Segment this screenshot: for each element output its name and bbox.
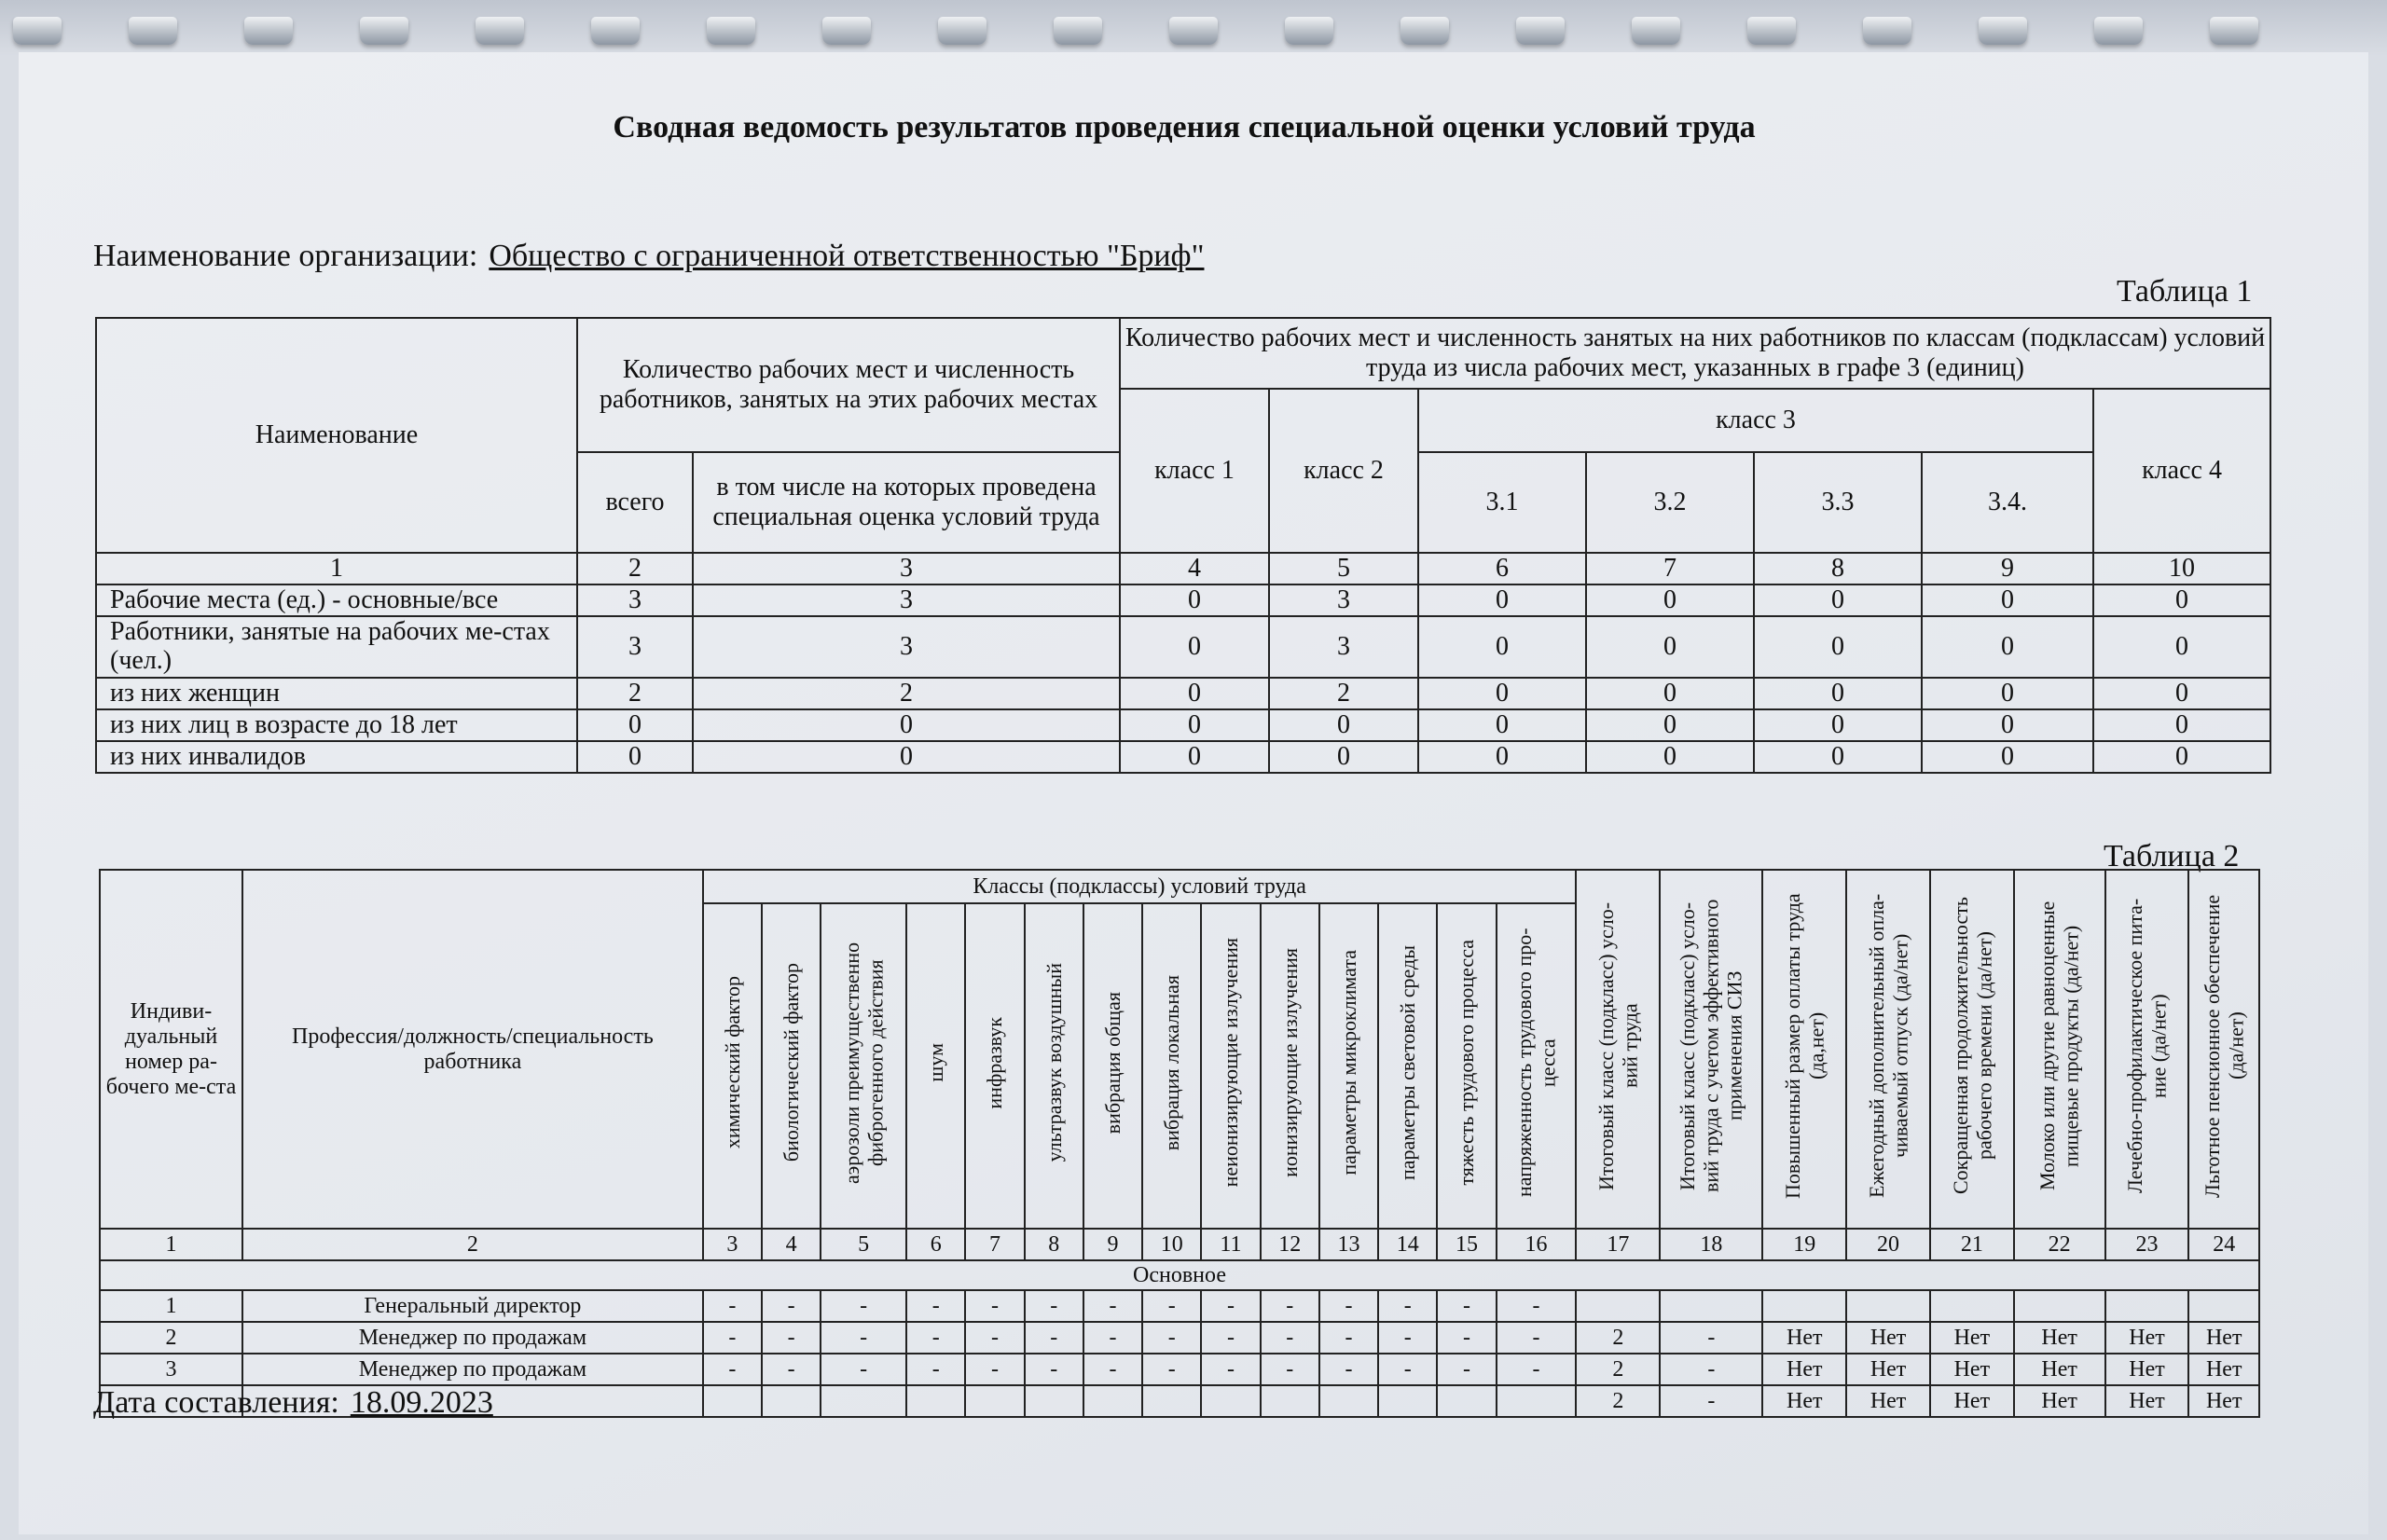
t1-column-numbers <box>96 553 2270 584</box>
t2-factor-label: инфразвук <box>983 1016 1007 1109</box>
t1-header-c33: 3.3 <box>1754 452 1922 553</box>
t2-header-factor <box>1261 903 1319 1229</box>
binding-ring <box>244 17 293 45</box>
t1-row <box>96 584 2270 616</box>
t2-row-profession: Генеральный директор <box>242 1290 703 1322</box>
t1-header-name: Наименование <box>96 318 577 553</box>
t2-header-factor <box>965 903 1024 1229</box>
t1-cell: 0 <box>1922 616 2093 678</box>
binding-ring <box>13 17 62 45</box>
t2-row-id: 2 <box>100 1322 242 1354</box>
t2-cell: - <box>1660 1385 1762 1417</box>
t2-header-extra: Льготное пенсионное обеспечение (да/нет) <box>2188 870 2259 1229</box>
t1-cell: 0 <box>1754 678 1922 709</box>
t1-cell: 0 <box>1754 709 1922 741</box>
t2-cell <box>1930 1290 2014 1322</box>
t2-cell: - <box>762 1322 821 1354</box>
t1-cell: 0 <box>1120 741 1269 773</box>
t1-cell: 3 <box>577 616 693 678</box>
t2-factor-label: аэрозоли преимущественно фиброгенного действия <box>839 942 888 1184</box>
t2-cell <box>762 1385 821 1417</box>
t2-cell: Нет <box>2014 1354 2105 1385</box>
t2-colnum: 14 <box>1378 1229 1437 1260</box>
t1-cell: 0 <box>1418 741 1586 773</box>
t1-colnum: 4 <box>1120 553 1269 584</box>
t2-header-extra: Ежегодный дополнительный опла-чиваемый отпуск (да/нет) <box>1846 870 1930 1229</box>
t2-cell: - <box>1437 1290 1496 1322</box>
t2-cell: - <box>1083 1322 1142 1354</box>
t2-cell <box>2105 1290 2189 1322</box>
t2-colnum: 24 <box>2188 1229 2259 1260</box>
t1-cell: 0 <box>577 741 693 773</box>
t2-cell: Нет <box>2105 1385 2189 1417</box>
binding-ring <box>129 17 177 45</box>
t1-cell: 0 <box>1586 709 1754 741</box>
t2-colnum: 3 <box>703 1229 762 1260</box>
document-title: Сводная ведомость результатов проведения специальной оценки условий труда <box>613 110 1756 144</box>
t2-cell: - <box>1025 1354 1083 1385</box>
t1-cell: 0 <box>1586 678 1754 709</box>
t1-cell: 0 <box>1120 709 1269 741</box>
t1-row-name: Работники, занятые на рабочих ме-стах (чел.) <box>96 616 577 678</box>
t2-row-profession: Менеджер по продажам <box>242 1354 703 1385</box>
t2-header-factor <box>821 903 906 1229</box>
t2-cell: - <box>821 1354 906 1385</box>
t2-cell: - <box>762 1354 821 1385</box>
t1-cell: 3 <box>693 616 1120 678</box>
t1-cell: 0 <box>577 709 693 741</box>
t1-cell: 2 <box>577 678 693 709</box>
t1-header-class2: класс 2 <box>1269 389 1418 553</box>
t2-colnum: 17 <box>1576 1229 1660 1260</box>
t1-row-name: из них инвалидов <box>96 741 577 773</box>
t1-cell: 2 <box>1269 678 1418 709</box>
t2-cell: - <box>762 1290 821 1322</box>
t2-cell: - <box>1660 1354 1762 1385</box>
t2-cell: - <box>1083 1354 1142 1385</box>
t2-cell: - <box>821 1322 906 1354</box>
t2-colnum: 4 <box>762 1229 821 1260</box>
t2-cell <box>965 1385 1024 1417</box>
t2-colnum: 23 <box>2105 1229 2189 1260</box>
t1-cell: 0 <box>1922 678 2093 709</box>
t2-factor-label: параметры световой среды <box>1396 945 1420 1180</box>
binding-ring <box>360 17 408 45</box>
t2-factor-label: химический фактор <box>720 976 744 1149</box>
t2-cell <box>821 1385 906 1417</box>
t2-header-extra: Итоговый класс (подкласс) усло-вий труда с учетом эффективного применения СИЗ <box>1660 870 1762 1229</box>
t2-colnum: 15 <box>1437 1229 1496 1260</box>
t2-cell: Нет <box>2014 1385 2105 1417</box>
t1-colnum: 9 <box>1922 553 2093 584</box>
t1-cell: 0 <box>1418 678 1586 709</box>
t1-header-classes-group: Количество рабочих мест и численность занятых на них работников по классам (подклассам) условий труда из числа рабочих мест, указанных в графе 3 (единиц) <box>1120 318 2270 389</box>
table2-label: Таблица 2 <box>2104 839 2240 873</box>
date-line <box>93 1385 493 1421</box>
t1-cell: 0 <box>2093 616 2270 678</box>
t1-row <box>96 741 2270 773</box>
t2-factor-label: ионизирующие излучения <box>1277 948 1302 1177</box>
t2-header-factor <box>1201 903 1260 1229</box>
t1-header-total: всего <box>577 452 693 553</box>
t2-cell <box>906 1385 965 1417</box>
t2-cell: - <box>1261 1354 1319 1385</box>
t2-cell <box>2014 1290 2105 1322</box>
t2-cell <box>2188 1290 2259 1322</box>
t1-cell: 0 <box>2093 741 2270 773</box>
organization-name: Общество с ограниченной ответственностью "Бриф" <box>489 239 1205 273</box>
t1-header-assessed: в том числе на которых проведена специальная оценка условий труда <box>693 452 1120 553</box>
t1-header-class1: класс 1 <box>1120 389 1269 553</box>
t2-cell <box>1083 1385 1142 1417</box>
t2-colnum: 5 <box>821 1229 906 1260</box>
t2-cell: - <box>703 1290 762 1322</box>
t1-header-c34: 3.4. <box>1922 452 2093 553</box>
t2-header-extra: Сокращенная продолжительность рабочего времени (да/нет) <box>1930 870 2014 1229</box>
t1-cell: 0 <box>1418 616 1586 678</box>
t2-header-extra: Лечебно-профилактическое пита-ние (да/нет) <box>2105 870 2189 1229</box>
t2-header-factor <box>1497 903 1577 1229</box>
t2-cell: - <box>1025 1290 1083 1322</box>
t1-cell: 0 <box>1418 584 1586 616</box>
summary-table <box>95 317 2271 774</box>
t2-row-id: 1 <box>100 1290 242 1322</box>
t2-row-profession: Менеджер по продажам <box>242 1322 703 1354</box>
binding-ring <box>1285 17 1333 45</box>
t2-colnum: 9 <box>1083 1229 1142 1260</box>
t2-colnum: 10 <box>1142 1229 1201 1260</box>
workplace-table <box>99 869 2260 1418</box>
t1-cell: 3 <box>577 584 693 616</box>
t2-header-factor <box>1025 903 1083 1229</box>
t2-section-title: Основное <box>100 1260 2259 1290</box>
t2-colnum: 12 <box>1261 1229 1319 1260</box>
t1-cell: 0 <box>1586 741 1754 773</box>
t2-colnum: 2 <box>242 1229 703 1260</box>
binding-ring <box>1400 17 1449 45</box>
t2-factor-label: шум <box>924 1043 948 1082</box>
t1-colnum: 3 <box>693 553 1120 584</box>
t2-cell: - <box>1261 1290 1319 1322</box>
t2-header-profession: Профессия/должность/специальность работника <box>242 870 703 1229</box>
binding-ring <box>1169 17 1218 45</box>
binding-ring <box>476 17 524 45</box>
t2-cell: - <box>1660 1322 1762 1354</box>
t2-factor-label: вибрация локальная <box>1160 974 1184 1151</box>
t2-cell: - <box>1319 1354 1378 1385</box>
t2-cell: - <box>1201 1322 1260 1354</box>
binding-ring <box>1747 17 1796 45</box>
t1-colnum: 2 <box>577 553 693 584</box>
t2-header-id: Индиви-дуальный номер ра-бочего ме-ста <box>100 870 242 1229</box>
binding-ring <box>2210 17 2258 45</box>
t2-colnum: 20 <box>1846 1229 1930 1260</box>
t1-cell: 3 <box>693 584 1120 616</box>
t2-row <box>100 1354 2259 1385</box>
t2-colnum: 7 <box>965 1229 1024 1260</box>
t1-colnum: 5 <box>1269 553 1418 584</box>
t2-cell: - <box>1083 1290 1142 1322</box>
t2-factor-label: вибрация общая <box>1100 991 1125 1134</box>
t2-cell: - <box>1261 1322 1319 1354</box>
t2-cell <box>1846 1290 1930 1322</box>
t1-cell: 0 <box>1120 584 1269 616</box>
t1-cell: 0 <box>2093 709 2270 741</box>
t2-cell: - <box>965 1354 1024 1385</box>
t2-cell: - <box>965 1290 1024 1322</box>
t2-cell: Нет <box>2105 1322 2189 1354</box>
t2-cell: Нет <box>1762 1354 1846 1385</box>
t1-cell: 0 <box>1418 709 1586 741</box>
t2-header-extra: Повышенный размер оплаты труда (да,нет) <box>1762 870 1846 1229</box>
t1-cell: 3 <box>1269 584 1418 616</box>
t2-cell: - <box>1319 1290 1378 1322</box>
t2-cell: - <box>1201 1290 1260 1322</box>
t1-cell: 3 <box>1269 616 1418 678</box>
t2-cell: - <box>1025 1322 1083 1354</box>
t1-row-name: из них лиц в возрасте до 18 лет <box>96 709 577 741</box>
t1-cell: 0 <box>1922 584 2093 616</box>
t2-colnum: 1 <box>100 1229 242 1260</box>
t2-header-factor <box>906 903 965 1229</box>
t1-cell: 0 <box>1754 741 1922 773</box>
t2-cell: Нет <box>2014 1322 2105 1354</box>
binding-ring <box>591 17 640 45</box>
t2-cell: Нет <box>1762 1322 1846 1354</box>
t1-cell: 0 <box>1922 741 2093 773</box>
t2-row <box>100 1290 2259 1322</box>
t2-cell: - <box>965 1322 1024 1354</box>
t1-cell: 0 <box>1586 584 1754 616</box>
organization-label: Наименование организации: <box>93 239 478 273</box>
t2-cell: - <box>1319 1322 1378 1354</box>
t1-cell: 0 <box>1269 741 1418 773</box>
t2-cell <box>1319 1385 1378 1417</box>
t2-colnum: 19 <box>1762 1229 1846 1260</box>
t2-cell: - <box>703 1354 762 1385</box>
t1-cell: 0 <box>2093 678 2270 709</box>
t2-colnum: 18 <box>1660 1229 1762 1260</box>
t2-row-id: 3 <box>100 1354 242 1385</box>
t2-cell: Нет <box>1846 1385 1930 1417</box>
t1-cell: 0 <box>1269 709 1418 741</box>
t2-cell: Нет <box>1846 1354 1930 1385</box>
date-label: Дата составления: <box>93 1385 339 1420</box>
binding-ring <box>1054 17 1102 45</box>
t2-cell: - <box>1142 1322 1201 1354</box>
t2-cell: Нет <box>2105 1354 2189 1385</box>
t1-colnum: 1 <box>96 553 577 584</box>
t2-cell <box>703 1385 762 1417</box>
t2-cell: Нет <box>1930 1354 2014 1385</box>
date-value: 18.09.2023 <box>350 1385 493 1420</box>
t2-cell: - <box>1497 1354 1577 1385</box>
t1-row <box>96 709 2270 741</box>
t2-colnum: 13 <box>1319 1229 1378 1260</box>
t2-header-factor <box>1319 903 1378 1229</box>
t2-colnum: 21 <box>1930 1229 2014 1260</box>
t2-header-factor <box>703 903 762 1229</box>
t2-cell: - <box>1497 1322 1577 1354</box>
t1-cell: 0 <box>693 709 1120 741</box>
t2-cell: - <box>821 1290 906 1322</box>
binding-ring <box>1516 17 1565 45</box>
t1-row-name: из них женщин <box>96 678 577 709</box>
t2-cell <box>1437 1385 1496 1417</box>
t2-cell: - <box>906 1322 965 1354</box>
t2-header-factor <box>1437 903 1496 1229</box>
t2-cell: Нет <box>2188 1385 2259 1417</box>
t2-cell: Нет <box>1846 1322 1930 1354</box>
t2-row <box>100 1322 2259 1354</box>
t2-header-factor <box>1378 903 1437 1229</box>
t1-cell: 0 <box>2093 584 2270 616</box>
t2-cell <box>1261 1385 1319 1417</box>
t1-row <box>96 616 2270 678</box>
t2-cell: - <box>703 1322 762 1354</box>
binding-ring <box>1632 17 1680 45</box>
binding-ring <box>822 17 871 45</box>
t2-cell <box>1201 1385 1260 1417</box>
t2-cell <box>1025 1385 1083 1417</box>
t1-cell: 0 <box>1120 678 1269 709</box>
t2-factor-label: напряженность трудового про-цесса <box>1512 928 1560 1198</box>
t1-cell: 0 <box>1754 616 1922 678</box>
t2-cell: - <box>1437 1354 1496 1385</box>
t2-cell <box>1378 1385 1437 1417</box>
t1-row-name: Рабочие места (ед.) - основные/все <box>96 584 577 616</box>
t2-factor-label: тяжесть трудового процесса <box>1455 940 1479 1186</box>
t2-colnum: 16 <box>1497 1229 1577 1260</box>
t2-cell <box>1576 1290 1660 1322</box>
t2-cell: Нет <box>1930 1385 2014 1417</box>
t2-cell: - <box>906 1290 965 1322</box>
t2-colnum: 22 <box>2014 1229 2105 1260</box>
t1-cell: 0 <box>1754 584 1922 616</box>
binding-ring <box>938 17 987 45</box>
binding-ring <box>707 17 755 45</box>
t2-cell <box>1497 1385 1577 1417</box>
t1-header-class3: класс 3 <box>1418 389 2093 452</box>
t2-colnum: 11 <box>1201 1229 1260 1260</box>
t2-header-extra: Итоговый класс (подкласс) усло-вий труда <box>1576 870 1660 1229</box>
t2-cell: - <box>906 1354 965 1385</box>
t1-header-class4: класс 4 <box>2093 389 2270 553</box>
t2-colnum: 6 <box>906 1229 965 1260</box>
t1-colnum: 7 <box>1586 553 1754 584</box>
t2-cell: 2 <box>1576 1354 1660 1385</box>
t2-factor-label: неионизирующие излучения <box>1219 938 1243 1188</box>
t2-header-factor <box>1083 903 1142 1229</box>
t1-colnum: 6 <box>1418 553 1586 584</box>
binding-ring <box>1863 17 1911 45</box>
t2-cell: - <box>1201 1354 1260 1385</box>
t2-cell: 2 <box>1576 1385 1660 1417</box>
t1-colnum: 10 <box>2093 553 2270 584</box>
t2-header-classes-group: Классы (подклассы) условий труда <box>703 870 1577 903</box>
t2-cell <box>1660 1290 1762 1322</box>
t2-header-factor <box>762 903 821 1229</box>
t2-cell: Нет <box>2188 1322 2259 1354</box>
t2-cell <box>1762 1290 1846 1322</box>
t2-factor-label: ультразвук воздушный <box>1042 963 1066 1162</box>
t2-cell: - <box>1142 1290 1201 1322</box>
t2-colnum: 8 <box>1025 1229 1083 1260</box>
t2-cell: - <box>1142 1354 1201 1385</box>
t2-cell <box>1142 1385 1201 1417</box>
t2-cell: - <box>1437 1322 1496 1354</box>
t2-cell: - <box>1378 1290 1437 1322</box>
t1-cell: 0 <box>1586 616 1754 678</box>
t2-factor-label: параметры микроклимата <box>1336 950 1360 1176</box>
t2-cell: Нет <box>1762 1385 1846 1417</box>
t1-cell: 0 <box>1922 709 2093 741</box>
t1-row <box>96 678 2270 709</box>
t2-header-extra: Молоко или другие равноценные пищевые продукты (да/нет) <box>2014 870 2105 1229</box>
binding-ring <box>2094 17 2143 45</box>
t2-column-numbers <box>100 1229 2259 1260</box>
t2-cell: - <box>1378 1354 1437 1385</box>
binding-ring <box>1979 17 2027 45</box>
t1-cell: 2 <box>693 678 1120 709</box>
t1-colnum: 8 <box>1754 553 1922 584</box>
t1-cell: 0 <box>693 741 1120 773</box>
t2-cell: Нет <box>1930 1322 2014 1354</box>
t2-cell: - <box>1497 1290 1577 1322</box>
t2-header-factor <box>1142 903 1201 1229</box>
t2-cell: 2 <box>1576 1322 1660 1354</box>
organization-line <box>93 239 1204 274</box>
t1-header-c31: 3.1 <box>1418 452 1586 553</box>
t2-factor-label: биологический фактор <box>779 963 803 1162</box>
t1-header-c32: 3.2 <box>1586 452 1754 553</box>
t1-cell: 0 <box>1120 616 1269 678</box>
t1-header-count-group: Количество рабочих мест и численность работников, занятых на этих рабочих местах <box>577 318 1120 452</box>
t2-cell: Нет <box>2188 1354 2259 1385</box>
t2-cell: - <box>1378 1322 1437 1354</box>
table1-label: Таблица 1 <box>2117 274 2253 309</box>
